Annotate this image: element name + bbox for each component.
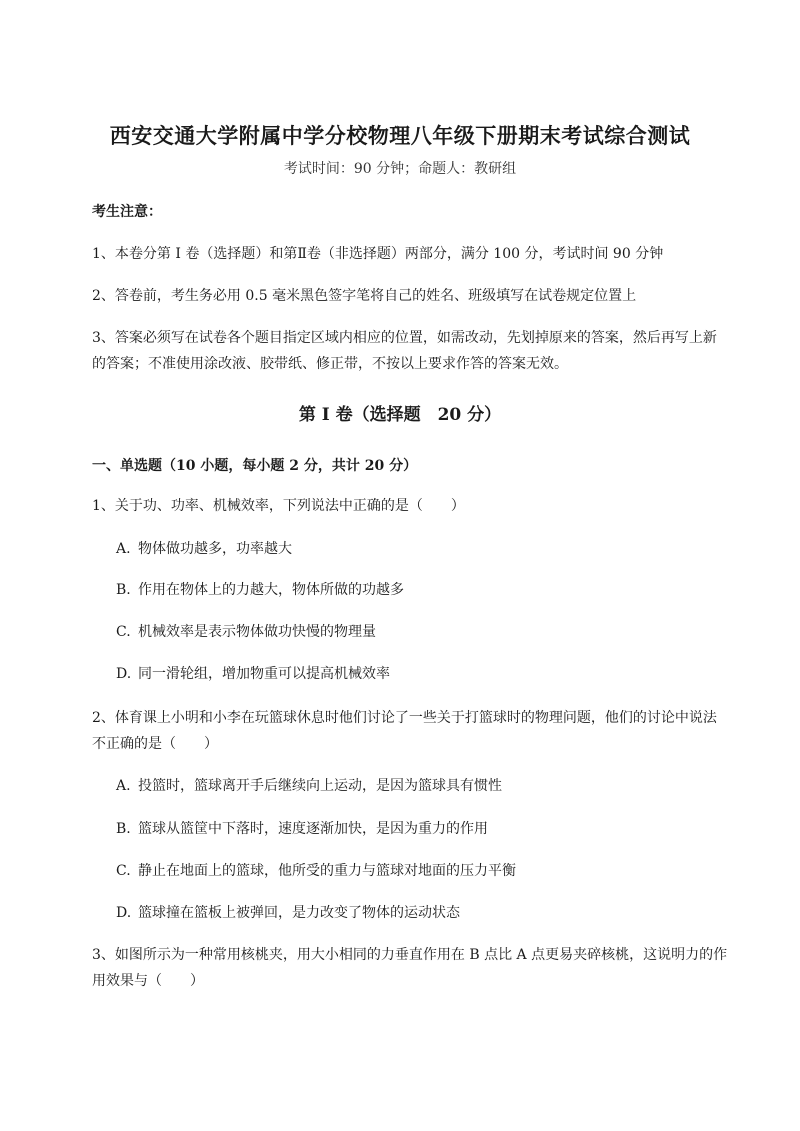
option-text: 机械效率是表示物体做功快慢的物理量: [138, 624, 376, 640]
notice-item: 3、答案必须写在试卷各个题目指定区域内相应的位置，如需改动，先划掉原来的答案，然后再写上新: [92, 330, 717, 346]
option-text: 作用在物体上的力越大，物体所做的功越多: [138, 582, 404, 598]
option-text: 篮球撞在篮板上被弹回，是力改变了物体的运动状态: [138, 905, 460, 921]
question-1-stem: 1、关于功、功率、机械效率，下列说法中正确的是（ ）: [92, 498, 465, 514]
notice-item: 1、本卷分第 I 卷（选择题）和第Ⅱ卷（非选择题）两部分，满分 100 分，考试时间 90 分钟: [92, 246, 664, 262]
question-1-option-b: [116, 578, 404, 602]
option-text: 投篮时，篮球离开手后继续向上运动，是因为篮球具有惯性: [138, 778, 502, 794]
question-3-stem: 用效果与（ ）: [92, 973, 204, 989]
option-letter: C.: [116, 863, 131, 879]
option-letter: B.: [116, 821, 131, 837]
question-2-option-d: [116, 901, 460, 925]
question-1-option-d: [116, 662, 390, 686]
question-3-stem: 3、如图所示为一种常用核桃夹，用大小相同的力垂直作用在 B 点比 A 点更易夹碎核桃，这说明力的作: [92, 947, 728, 963]
option-letter: B.: [116, 582, 131, 598]
exam-title: 西安交通大学附属中学分校物理八年级下册期末考试综合测试: [109, 123, 691, 148]
question-2-option-b: [116, 817, 488, 841]
section-title: 第 I 卷（选择题 20 分）: [298, 405, 502, 425]
option-letter: A.: [116, 778, 131, 794]
question-1-option-c: [116, 620, 376, 644]
question-2-option-a: [116, 774, 502, 798]
exam-subtitle: 考试时间：90 分钟；命题人：教研组: [283, 161, 517, 177]
notice-heading: 考生注意：: [92, 204, 162, 220]
notice-item: 2、答卷前，考生务必用 0.5 毫米黑色签字笔将自己的姓名、班级填写在试卷规定位置上: [92, 288, 637, 304]
notice-item: 的答案；不准使用涂改液、胶带纸、修正带，不按以上要求作答的答案无效。: [92, 356, 568, 372]
option-text: 篮球从篮筐中下落时，速度逐渐加快，是因为重力的作用: [138, 821, 488, 837]
option-text: 物体做功越多，功率越大: [138, 541, 292, 557]
option-letter: D.: [116, 905, 132, 921]
question-2-option-c: [116, 859, 516, 883]
option-text: 静止在地面上的篮球，他所受的重力与篮球对地面的压力平衡: [138, 863, 516, 879]
part-heading: 一、单选题（10 小题，每小题 2 分，共计 20 分）: [92, 458, 418, 474]
question-2-stem: 2、体育课上小明和小李在玩篮球休息时他们讨论了一些关于打篮球时的物理问题，他们的讨论中说法: [92, 710, 717, 726]
question-2-stem: 不正确的是（ ）: [92, 736, 218, 752]
option-letter: C.: [116, 624, 131, 640]
option-letter: A.: [116, 541, 131, 557]
question-1-option-a: [116, 537, 292, 561]
option-letter: D.: [116, 666, 132, 682]
option-text: 同一滑轮组，增加物重可以提高机械效率: [138, 666, 390, 682]
